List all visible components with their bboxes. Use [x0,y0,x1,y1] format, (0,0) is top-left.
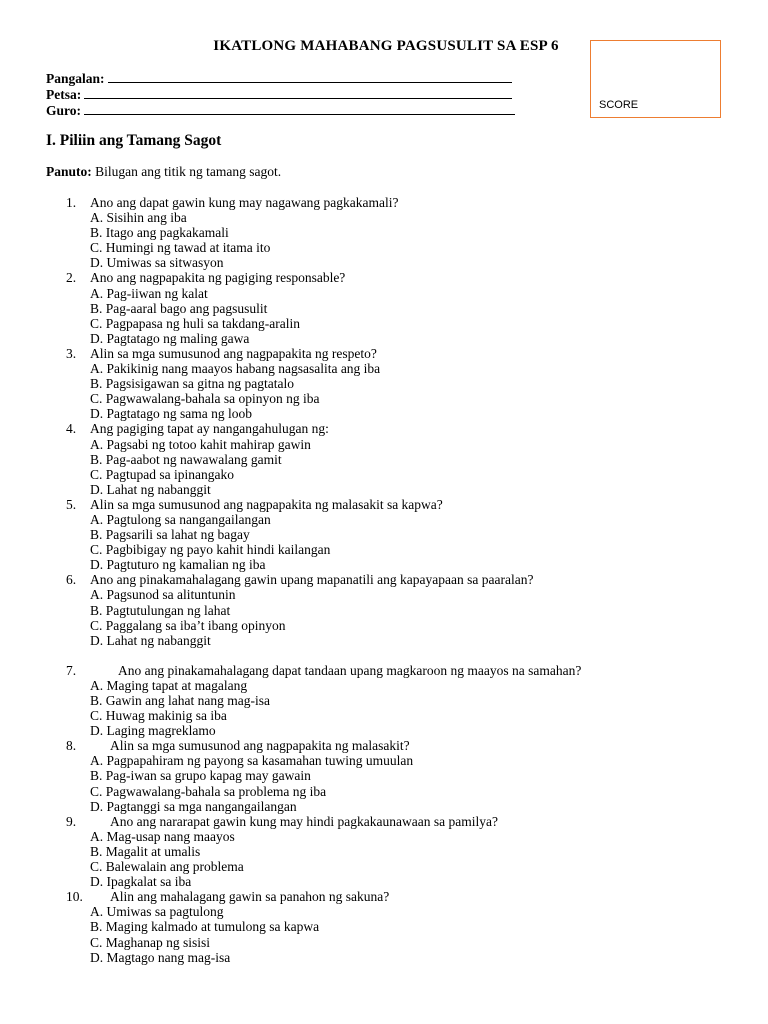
option-a[interactable]: A. Pakikinig nang maayos habang nagsasalita ang iba [90,361,381,377]
section-heading: I. Piliin ang Tamang Sagot [46,132,222,149]
question-text: Ano ang pinakamahalagang dapat tandaan upang magkaroon ng maayos na samahan? [118,662,582,678]
question-list [0,195,768,965]
option-c[interactable]: C. Paggalang sa iba’t ibang opinyon [90,617,286,633]
teacher-blank-line [84,102,515,115]
option-d[interactable]: D. Pagtanggi sa mga nangangailangan [90,798,297,814]
option-a[interactable]: A. Mag-usap nang maayos [90,828,235,844]
option-c[interactable]: C. Maghanap ng sisisi [90,934,210,950]
question-number: 7. [66,662,77,678]
name-field-label: Pangalan: [46,71,105,86]
option-a[interactable]: A. Pagsunod sa alituntunin [90,587,236,603]
question-text: Ang pagiging tapat ay nangangahulugan ng: [90,421,329,437]
name-blank-line [108,70,512,83]
option-b[interactable]: B. Pag-iwan sa grupo kapag may gawain [90,768,311,784]
option-d[interactable]: D. Lahat ng nabanggit [90,632,211,648]
question-number: 6. [66,572,77,588]
option-b[interactable]: B. Pag-aaral bago ang pagsusulit [90,300,268,316]
option-b[interactable]: B. Itago ang pagkakamali [90,225,229,241]
question-1 [0,195,768,270]
score-label: SCORE [599,99,639,111]
date-blank-line [84,86,512,99]
option-c[interactable]: C. Huwag makinig sa iba [90,708,227,724]
question-9 [0,814,768,889]
option-a[interactable]: A. Umiwas sa pagtulong [90,904,224,920]
option-a[interactable]: A. Pagsabi ng totoo kahit mahirap gawin [90,436,311,452]
question-number: 9. [66,813,77,829]
question-6 [0,572,768,647]
question-number: 4. [66,421,77,437]
option-d[interactable]: D. Pagtatago ng sama ng loob [90,406,252,422]
instruction [46,164,281,180]
option-a[interactable]: A. Pag-iiwan ng kalat [90,285,208,301]
question-number: 1. [66,195,77,210]
option-b[interactable]: B. Magalit at umalis [90,843,201,859]
question-text: Alin sa mga sumusunod ang nagpapakita ng malasakit? [110,738,410,754]
option-b[interactable]: B. Gawin ang lahat nang mag-isa [90,693,270,708]
question-number: 5. [66,496,77,512]
question-4 [0,421,768,496]
instruction-text: Bilugan ang titik ng tamang sagot. [91,164,282,179]
option-d[interactable]: D. Laging magreklamo [90,723,216,739]
question-8 [0,738,768,813]
option-c[interactable]: C. Pagwawalang-bahala sa opinyon ng iba [90,391,320,407]
option-a[interactable]: A. Maging tapat at magalang [90,677,248,693]
question-text: Alin sa mga sumusunod ang nagpapakita ng malasakit sa kapwa? [90,496,443,512]
option-b[interactable]: B. Maging kalmado at tumulong sa kapwa [90,919,320,935]
question-5 [0,497,768,572]
date-field [46,86,515,102]
question-text: Alin sa mga sumusunod ang nagpapakita ng respeto? [90,345,377,361]
option-d[interactable]: D. Pagtuturo ng kamalian ng iba [90,557,266,573]
option-d[interactable]: D. Lahat ng nabanggit [90,481,211,497]
question-3 [0,346,768,421]
option-b[interactable]: B. Pagsisigawan sa gitna ng pagtatalo [90,376,294,392]
exam-title: IKATLONG MAHABANG PAGSUSULIT SA ESP 6 [213,38,559,54]
spacer [0,648,768,663]
name-field [46,70,515,86]
question-text: Alin ang mahalagang gawin sa panahon ng sakuna? [110,889,390,905]
option-c[interactable]: C. Pagtupad sa ipinangako [90,466,234,482]
instruction-label: Panuto: [46,164,92,179]
teacher-field-label: Guro: [46,103,82,118]
option-a[interactable]: A. Sisihin ang iba [90,210,187,226]
option-a[interactable]: A. Pagtulong sa nangangailangan [90,511,271,527]
option-b[interactable]: B. Pag-aabot ng nawawalang gamit [90,451,282,467]
option-d[interactable]: D. Magtago nang mag-isa [90,949,231,965]
question-text: Ano ang nararapat gawin kung may hindi pagkakaunawaan sa pamilya? [110,813,498,829]
question-text: Ano ang dapat gawin kung may nagawang pagkakamali? [90,195,399,210]
option-c[interactable]: C. Pagwawalang-bahala sa problema ng iba [90,783,327,799]
score-box [590,40,721,118]
question-7 [0,663,768,738]
teacher-field [46,102,515,118]
question-number: 8. [66,738,77,754]
option-d[interactable]: D. Ipagkalat sa iba [90,874,192,890]
option-c[interactable]: C. Pagbibigay ng payo kahit hindi kailangan [90,542,331,558]
option-d[interactable]: D. Umiwas sa sitwasyon [90,255,224,271]
option-a[interactable]: A. Pagpapahiram ng payong sa kasamahan tuwing umuulan [90,753,414,769]
question-number: 10. [66,889,83,905]
student-info-fields [46,70,515,118]
option-d[interactable]: D. Pagtatago ng maling gawa [90,330,250,346]
option-b[interactable]: B. Pagtutulungan ng lahat [90,602,231,618]
question-number: 2. [66,270,77,286]
option-c[interactable]: C. Humingi ng tawad at itama ito [90,240,271,256]
option-c[interactable]: C. Pagpapasa ng huli sa takdang-aralin [90,315,300,331]
question-10 [0,889,768,964]
question-2 [0,270,768,345]
question-text: Ano ang pinakamahalagang gawin upang mapanatili ang kapayapaan sa paaralan? [90,572,534,588]
option-b[interactable]: B. Pagsarili sa lahat ng bagay [90,527,250,543]
date-field-label: Petsa: [46,87,82,102]
question-number: 3. [66,345,77,361]
question-text: Ano ang nagpapakita ng pagiging responsable? [90,270,346,286]
option-c[interactable]: C. Balewalain ang problema [90,859,244,875]
